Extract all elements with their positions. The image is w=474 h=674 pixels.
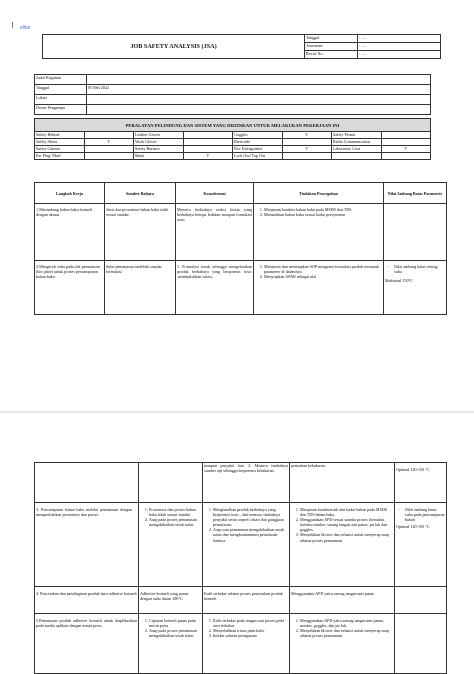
column-header-prevention: Tindakan Pencegahan [254,183,384,204]
activity-info [34,74,431,115]
ppe-check [381,153,431,160]
meta-label-date: Tanggal [305,35,358,43]
step-cell: 2.Mengecek suhu pada alat pemanasan (hot plate) untuk proses pencampuran bahan baku [35,261,105,315]
meta-value-date: : ...... [358,35,441,43]
list-item: 3. Menyalakan blower dan exhaust untuk menyerap asap selama proses pemanasan. [300,532,393,542]
threshold-cell [395,614,447,674]
meta-value-revision: : ...... [358,51,441,59]
prevention-cell [254,261,384,315]
info-label-date: Tanggal [35,85,87,95]
consequence-cell: Kulit terbakar selama proses pencetakan produk hotmelt [203,587,290,614]
consequence-cell [203,503,290,587]
hazard-cell [139,503,203,587]
step-cell: 4. Pencetakan dan pendinginan produk baru adhesive hotmelt [35,587,139,614]
table-row [35,587,447,614]
ppe-item: Ear Plug/ Muff [35,153,85,160]
hazard-cell: Adhesive hotmelt yang panas dengan suhu diatas 100°C [139,587,203,614]
hazard-cell: Suhu pemanasan melebihi standar formulasi [105,261,176,315]
list-item: 2. Asap saat pemanasan mengakibatkan sesak nafas dan mengkontaminasi pernafasan lainnya. [213,527,288,542]
page-divider [0,411,474,413]
step-cell [35,463,139,503]
ppe-item: Safety Shoes [35,139,85,146]
ppe-check [282,153,332,160]
ppe-check [183,139,233,146]
ppe-check [381,139,431,146]
ppe-check [183,132,233,139]
ppe-item: Laboratory Coat [332,146,382,153]
ppe-check [84,146,134,153]
ppe-check [381,132,431,139]
info-value-date: 05 Mei 2022 [87,85,431,95]
prevention-cell: Menggunakan APD yaitu sarung tangan anti panas [290,587,395,614]
threshold-cell: Optimal 120-150 °C [395,463,447,503]
list-item: 2. Asap pada proses pemanasan mengakibatkan sesak nafas [149,628,201,638]
jsa-header [42,34,441,59]
hazard-cell [139,463,203,503]
ppe-check: V [183,153,233,160]
ppe-check [282,139,332,146]
threshold-cell [395,503,447,587]
ppe-item: Radio Communication [332,139,382,146]
list-item: - Nilai ambang batas setting suhu [394,264,445,274]
ppe-item: Safety Glasses [35,146,85,153]
threshold-cell [395,587,447,614]
ppe-check: V [381,146,431,153]
ppe-check [84,132,134,139]
document-title: JOB SAFETY ANALYSIS (JSA) [43,35,305,59]
column-header-steps: Langkah Kerja [35,183,105,204]
list-item: 1. Kulit terbakar pada tangan saat proses peda area terbakar. [213,618,288,628]
ppe-table [34,118,431,160]
meta-value-assessment: : ...... [358,43,441,51]
list-item: 2. Menyebabkan iritasi pada kulit. [213,628,288,633]
info-value-activity [87,75,431,85]
ppe-item: Safety Permit [332,132,382,139]
ppe-check: V [282,132,332,139]
ppe-check: V [282,146,332,153]
consequence-cell: maupun penyakit lain. 2. Memicu timbulnya sumber api sehingga berpotensi kebakaran. [203,463,290,503]
ppe-check [84,153,134,160]
ppe-item: Goggles [233,132,283,139]
threshold-cell [384,261,447,315]
threshold-value: Maksimal 150°C [385,278,413,283]
ppe-check: V [84,139,134,146]
ppe-item [332,153,382,160]
table-row [35,503,447,587]
prevention-cell [290,503,395,587]
table-row [35,204,447,261]
list-item: 2. Menyalakan blower dan exhaust untuk menyerap asap selama proses pemanasan. [300,628,393,638]
list-item: - Nilai ambang batas suhu pada pencampuran bahan [405,507,445,522]
list-item: 1. Prosentase dan proses bahan baku tidak sesuai standar [149,507,201,517]
ppe-item: Leather Gloves [134,132,184,139]
list-item: 2. Menyiapkan APAR sebagai alat [264,274,382,279]
info-label-lecturer: Dosen Pengampu [35,105,87,115]
threshold-value: Optimal 120-150 °C [396,524,430,530]
threshold-cell [384,204,447,261]
step-cell: 5.Pemanasan produk adhesive hotmelt untuk diaplikasikan pada media aplikasi dengan mesin press [35,614,139,674]
ppe-item: Work Gloves [134,139,184,146]
ppe-item: Mask [134,153,184,160]
ppe-item: Lock Out/ Tag Out [233,153,283,160]
list-item: 1. Menjamin dan menetapkan SOP mengenai formulasi produk termasuk parameter di dalamnya. [264,264,382,274]
ppe-check [183,146,233,153]
table-row [35,614,447,674]
consequence-cell: Memicu timbulnya reaksi kimia yang berbahaya berupa ledakan maupun formulasi toxic [176,204,254,261]
list-item: 1. Menggunakan APD yaitu sarung tangan anti panas, masker, goggles, dan jas lab. [300,618,393,628]
list-item: 1. Cipratan hotmelt panas pada mesin press [149,618,201,628]
hazard-cell: Jenis dan prosentase bahan baku tidak sesuai standar [105,204,176,261]
list-item: 2. Menggunakan APD sesuai standar proses formulasi tertentu masker, sarung tangan anti panas, jas lab dan goggles. [300,517,393,532]
step-cell: 1.Menimbang bahan baku hotmelt dengan akurat. [35,204,105,261]
jsa-table-page2 [34,462,447,674]
ppe-item: Barricade [233,139,283,146]
list-item: 1. Menjamin karakteristik dan kadar bahan pada MSDS dan TDS bahan baku [300,507,393,517]
hazard-cell [139,614,203,674]
table-row [35,463,447,503]
ppe-item: Safety Harness [134,146,184,153]
list-item: 3. Infeksi saluran pernapasan [213,633,288,638]
column-header-consequences: Konsekuensi [176,183,254,204]
prevention-cell: pemadam kebakaran. [290,463,395,503]
list-item: 1. Menjamin karakter bahan baku pada MSDS dan TDS [264,207,382,212]
list-item: 1. Menghasilkan produk berbahaya yang berpotensi toxic , dan memicu timbulnya penyakit serius seperti iritasi dan gangguan pernafasan. [213,507,288,527]
consequence-cell [203,614,290,674]
table-row [35,261,447,315]
column-header-threshold: Nilai Ambang Batas Parameter [384,183,447,204]
list-item: 2. Asap pada proses pemanasan mengakibatkan sesak nafas [149,517,201,527]
prevention-cell [254,204,384,261]
ppe-item: Safety Helmet [35,132,85,139]
ppe-item: Fire Extinguisher [233,146,283,153]
meta-label-assessment: Assesmen [305,43,358,51]
meta-label-revision: Revisi No. [305,51,358,59]
prevention-cell [290,614,395,674]
info-label-location: Lokasi [35,95,87,105]
consequence-cell: 1. Formulasi rusak sehingga mengeluarkan produk berbahaya yang berpotensi toxic ,membuluhkan iritasi, [176,261,254,315]
info-label-activity: Judul Kegiatan [35,75,87,85]
list-item: 2. Memastikan bahan baku sesuai kadar persyaratan [264,212,382,217]
ppe-title: PERALATAN PELINDUNG DAN SISTEM YANG DIIZINKAN UNTUK MELAKUKAN PEKERJAAN INI [35,119,431,132]
column-header-hazards: Sumber Bahaya [105,183,176,204]
logo-box [12,22,16,28]
jsa-table-page1 [34,182,447,315]
step-cell: 3. Pencampuran bahan baku melalui pemanasan dengan memperhatikan prosentase dan proses [35,503,139,587]
logo [12,16,31,34]
info-value-location [87,95,431,105]
info-value-lecturer [87,105,431,115]
logo-text: elitur [20,25,31,31]
